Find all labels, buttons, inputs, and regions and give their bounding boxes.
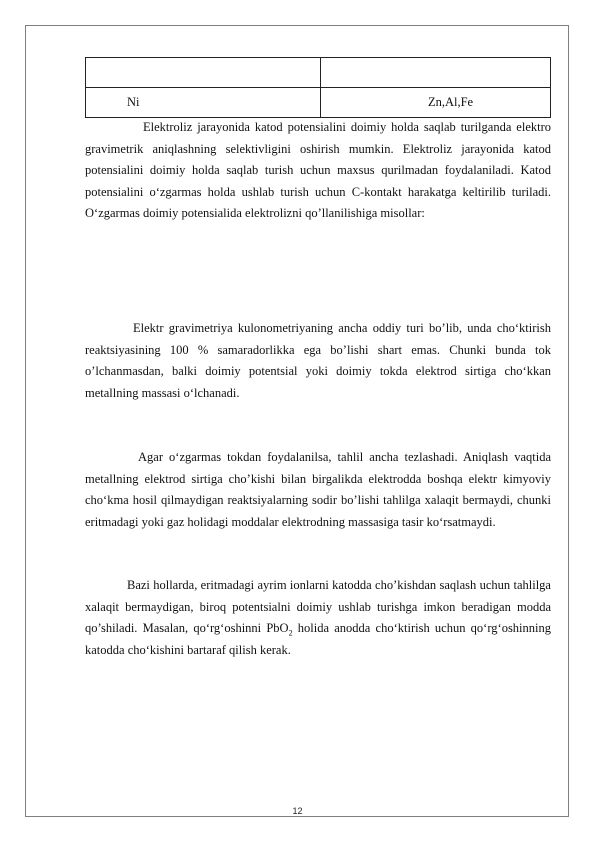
table-row [86,88,551,118]
paragraph [85,575,551,661]
table-cell [86,58,321,88]
table-header-row [86,58,551,88]
paragraph: Elektroliz jarayonida katod potensialini doimiy holda saqlab turilganda elektro gravimetrik aniqlashning selektivligini oshirish mumkin. Elektroliz jarayonida katod potensialini doimiy holda saqlab turish uchun maxsus qurilmadan foydalaniladi. Katod potensialini o‘zgarmas holda ushlab turish uchun C-kontakt harakatga keltirilib turiladi. O‘zgarmas doimiy potensialida elektrolizni qo’llanilishiga misollar: [85,120,551,221]
paragraph-text: Bazi hollarda, eritmadagi ayrim ionlarni katodda cho’kishdan saqlash uchun tahlilga xalaqit bermaydigan, biroq potentsialni doimiy ushlab turishga imkon beradigan modda qo’shiladi. Masalan, qo‘rg‘oshinni PbO [85,578,551,636]
table-cell [321,58,551,88]
table-cell-metal: Ni [86,88,321,118]
paragraph: Elektr gravimetriya kulonometriyaning ancha oddiy turi bo’lib, unda cho‘ktirish reaktsiyasining 100 % samaradorlikka ega bo’lishi shart emas. Chunki bunda tok o’lchanmasdan, balki doimiy potentsial yoki doimiy tokda elektrod sirtiga cho‘kkan metallning massasi o‘lchanadi. [85,321,551,400]
paragraph: Agar o‘zgarmas tokdan foydalanilsa, tahlil ancha tezlashadi. Aniqlash vaqtida metallning elektrod sirtiga cho’kishi bilan birgalikda elektrodda boshqa elektr kimyoviy cho‘kma hosil qilmaydigan reaktsiyalarning sodir bo’lishi tahlilga xalaqit bermaydi, chunki eritmadagi yoki gaz holidagi moddalar elektrodning massasiga tasir ko‘rsatmaydi. [85,450,551,529]
paragraph-text: holida anodda cho‘ktirish uchun qo‘rg‘oshinning katodda cho‘kishini bartaraf qilish kerak. [85,621,552,657]
subscript: 2 [288,628,293,638]
page-number: 12 [292,806,303,816]
table-cell-metals: Zn,Al,Fe [321,88,551,118]
data-table [85,57,551,118]
